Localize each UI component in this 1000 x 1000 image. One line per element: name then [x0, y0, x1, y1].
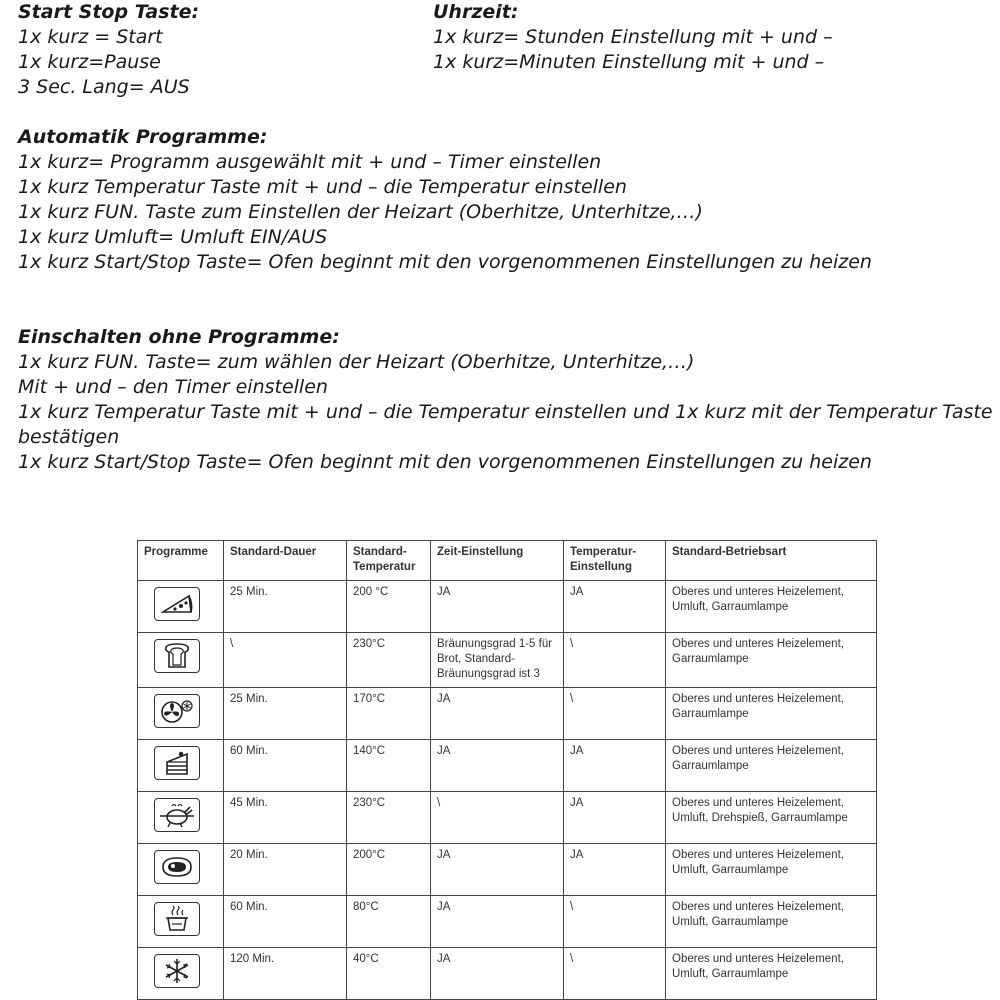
program-icon-cell	[138, 688, 224, 740]
table-row	[138, 844, 877, 896]
temp-einstellung-cell: JA	[564, 844, 666, 896]
steaming-pot-icon	[154, 902, 200, 936]
ohne-programme-line: 1x kurz Start/Stop Taste= Ofen beginnt mit den vorgenommenen Einstellungen zu heizen	[18, 451, 872, 473]
ohne-programme-section	[18, 325, 993, 475]
betriebsart-cell: Oberes und unteres Heizelement, Umluft, Garraumlampe	[666, 581, 877, 633]
zeit-cell: JA	[431, 948, 564, 1000]
dauer-cell: 25 Min.	[224, 581, 347, 633]
start-stop-line: 3 Sec. Lang= AUS	[18, 76, 190, 98]
uhrzeit-line: 1x kurz= Stunden Einstellung mit + und –	[433, 26, 833, 48]
automatik-heading: Automatik Programme:	[18, 126, 268, 148]
start-stop-heading: Start Stop Taste:	[18, 1, 200, 23]
automatik-section	[18, 125, 993, 275]
start-stop-section	[18, 0, 433, 100]
temperatur-cell: 230°C	[347, 633, 431, 688]
steak-icon	[154, 850, 200, 884]
table-row	[138, 688, 877, 740]
zeit-cell: Bräunungsgrad 1-5 für Brot, Standard-Bräunungsgrad ist 3	[431, 633, 564, 688]
zeit-cell: JA	[431, 844, 564, 896]
zeit-cell: JA	[431, 740, 564, 792]
ohne-programme-line: Mit + und – den Timer einstellen	[18, 376, 328, 398]
cake-icon	[154, 746, 200, 780]
zeit-cell: \	[431, 792, 564, 844]
dauer-cell: 25 Min.	[224, 688, 347, 740]
program-icon-cell	[138, 896, 224, 948]
header-temperatur-einstellung: Temperatur-Einstellung	[564, 541, 666, 581]
dauer-cell: 60 Min.	[224, 740, 347, 792]
dauer-cell: 45 Min.	[224, 792, 347, 844]
header-standard-temperatur: Standard-Temperatur	[347, 541, 431, 581]
program-icon-cell	[138, 581, 224, 633]
table-row	[138, 581, 877, 633]
uhrzeit-line: 1x kurz=Minuten Einstellung mit + und –	[433, 51, 825, 73]
automatik-line: 1x kurz Temperatur Taste mit + und – die Temperatur einstellen	[18, 176, 627, 198]
start-stop-line: 1x kurz=Pause	[18, 51, 161, 73]
zeit-cell: JA	[431, 688, 564, 740]
temp-einstellung-cell: JA	[564, 740, 666, 792]
temperatur-cell: 170°C	[347, 688, 431, 740]
table-row	[138, 740, 877, 792]
defrost-fan-icon	[154, 694, 200, 728]
betriebsart-cell: Oberes und unteres Heizelement, Garraumlampe	[666, 633, 877, 688]
uhrzeit-heading: Uhrzeit:	[433, 1, 519, 23]
uhrzeit-section	[433, 0, 973, 100]
table-row	[138, 948, 877, 1000]
betriebsart-cell: Oberes und unteres Heizelement, Umluft, Garraumlampe	[666, 844, 877, 896]
betriebsart-cell: Oberes und unteres Heizelement, Garraumlampe	[666, 688, 877, 740]
dauer-cell: 120 Min.	[224, 948, 347, 1000]
temperatur-cell: 230°C	[347, 792, 431, 844]
automatik-line: 1x kurz Start/Stop Taste= Ofen beginnt mit den vorgenommenen Einstellungen zu heizen	[18, 251, 872, 273]
top-columns	[18, 0, 993, 100]
ohne-programme-heading: Einschalten ohne Programme:	[18, 326, 340, 348]
temp-einstellung-cell: \	[564, 633, 666, 688]
dauer-cell: \	[224, 633, 347, 688]
automatik-line: 1x kurz Umluft= Umluft EIN/AUS	[18, 226, 328, 248]
temp-einstellung-cell: JA	[564, 792, 666, 844]
zeit-cell: JA	[431, 581, 564, 633]
temperatur-cell: 40°C	[347, 948, 431, 1000]
zeit-cell: JA	[431, 896, 564, 948]
automatik-line: 1x kurz= Programm ausgewählt mit + und – Timer einstellen	[18, 151, 602, 173]
betriebsart-cell: Oberes und unteres Heizelement, Garraumlampe	[666, 740, 877, 792]
program-table	[137, 540, 877, 1000]
temperatur-cell: 200°C	[347, 844, 431, 896]
header-zeit-einstellung: Zeit-Einstellung	[431, 541, 564, 581]
table-row	[138, 633, 877, 688]
temp-einstellung-cell: \	[564, 688, 666, 740]
dauer-cell: 60 Min.	[224, 896, 347, 948]
chicken-rotisserie-icon	[154, 798, 200, 832]
header-programme: Programme	[138, 541, 224, 581]
ohne-programme-line: 1x kurz FUN. Taste= zum wählen der Heizart (Oberhitze, Unterhitze,…)	[18, 351, 695, 373]
header-standard-dauer: Standard-Dauer	[224, 541, 347, 581]
table-row	[138, 792, 877, 844]
toast-icon	[154, 639, 200, 673]
temp-einstellung-cell: JA	[564, 581, 666, 633]
program-icon-cell	[138, 844, 224, 896]
instructions-text	[18, 0, 993, 475]
snowflake-icon	[154, 954, 200, 988]
temp-einstellung-cell: \	[564, 896, 666, 948]
temp-einstellung-cell: \	[564, 948, 666, 1000]
dauer-cell: 20 Min.	[224, 844, 347, 896]
table-header-row	[138, 541, 877, 581]
pizza-icon	[154, 587, 200, 621]
start-stop-line: 1x kurz = Start	[18, 26, 163, 48]
automatik-line: 1x kurz FUN. Taste zum Einstellen der Heizart (Oberhitze, Unterhitze,…)	[18, 201, 703, 223]
header-standard-betriebsart: Standard-Betriebsart	[666, 541, 877, 581]
temperatur-cell: 80°C	[347, 896, 431, 948]
temperatur-cell: 200 °C	[347, 581, 431, 633]
temperatur-cell: 140°C	[347, 740, 431, 792]
betriebsart-cell: Oberes und unteres Heizelement, Umluft, Drehspieß, Garraumlampe	[666, 792, 877, 844]
program-icon-cell	[138, 792, 224, 844]
program-icon-cell	[138, 740, 224, 792]
ohne-programme-line: 1x kurz Temperatur Taste mit + und – die Temperatur einstellen und 1x kurz mit der Temperatur Taste bestätigen	[18, 401, 993, 448]
betriebsart-cell: Oberes und unteres Heizelement, Umluft, Garraumlampe	[666, 948, 877, 1000]
program-icon-cell	[138, 633, 224, 688]
program-icon-cell	[138, 948, 224, 1000]
table-row	[138, 896, 877, 948]
betriebsart-cell: Oberes und unteres Heizelement, Umluft, Garraumlampe	[666, 896, 877, 948]
